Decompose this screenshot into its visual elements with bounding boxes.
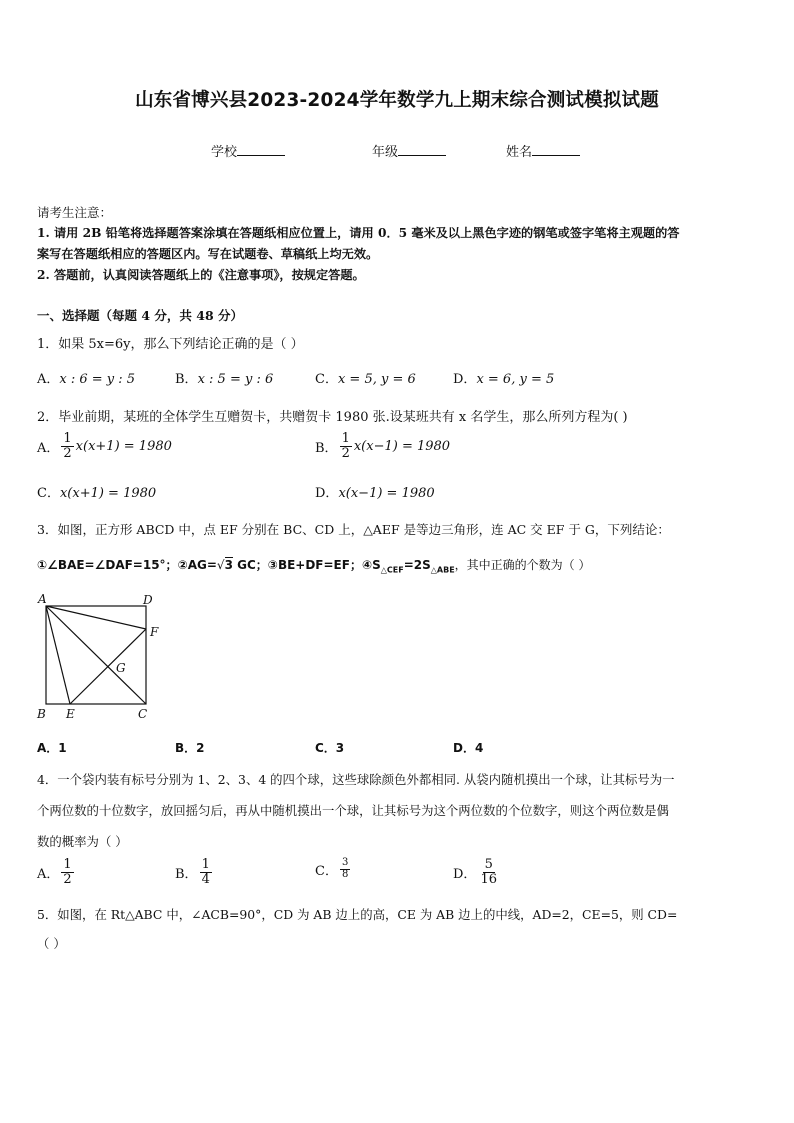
fraction: $\frac{1}{2}$ bbox=[63, 431, 72, 461]
q3-option-c[interactable]: C．3 bbox=[315, 741, 345, 755]
question-4-line-3: 数的概率为（ ） bbox=[37, 834, 128, 849]
label-e: E bbox=[66, 707, 75, 721]
fraction: $\frac{3}{8}$ bbox=[341, 857, 349, 880]
fraction: $\frac{5}{16}$ bbox=[480, 857, 497, 887]
q4-option-c[interactable]: C． $\frac{3}{8}$ bbox=[315, 857, 349, 880]
question-3-conclusions: ①∠BAE=∠DAF=15°；②AG=√3 GC；③BE+DF=EF；$④S_{\triangle CEF}=2S_{\triangle ABE}$，其中正确的个数为（ ） bbox=[37, 558, 591, 575]
square-figure bbox=[34, 592, 164, 724]
q1-option-a[interactable]: A．x : 6 = y : 5 bbox=[37, 372, 136, 387]
q1-option-d[interactable]: D．x = 6, y = 5 bbox=[453, 372, 555, 387]
question-4-line-1: 4．一个袋内装有标号分别为 1、2、3、4 的四个球，这些球除颜色外都相同. 从袋内随机摸出一个球，让其标号为一 bbox=[37, 772, 675, 787]
section-heading: 一、选择题（每题 4 分，共 48 分） bbox=[37, 308, 244, 323]
question-2-stem: 2．毕业前期，某班的全体学生互赠贺卡，共赠贺卡 1980 张.设某班共有 x 名学生，那么所列方程为( ) bbox=[37, 410, 628, 425]
q4-option-d[interactable]: D． $\frac{5}{16}$ bbox=[453, 857, 497, 887]
q1-option-b[interactable]: B．x : 5 = y : 6 bbox=[175, 372, 274, 387]
question-3-stem: 3．如图，正方形 ABCD 中，点 EF 分别在 BC、CD 上，△AEF 是等边三角形，连 AC 交 EF 于 G，下列结论： bbox=[37, 522, 670, 537]
notice-heading: 请考生注意： bbox=[37, 205, 113, 220]
notice-item-1-line-1: 1. 请用 2B 铅笔将选择题答案涂填在答题纸相应位置上，请用 0．5 毫米及以上黑色字迹的钢笔或签字笔将主观题的答 bbox=[37, 226, 680, 240]
q3-option-a[interactable]: A．1 bbox=[37, 741, 67, 755]
label-f: F bbox=[150, 625, 159, 639]
school-field: 学校 bbox=[211, 141, 285, 160]
question-4-line-2: 个两位数的十位数字，放回摇匀后，再从中随机摸出一个球，让其标号为这个两位数的个位数字，则这个两位数是偶 bbox=[37, 803, 669, 818]
q2-option-d[interactable]: D．x(x−1) = 1980 bbox=[315, 486, 435, 501]
diagonal-ac bbox=[46, 606, 146, 704]
question-5-line-1: 5．如图，在 Rt△ABC 中，∠ACB=90°，CD 为 AB 边上的高，CE 为 AB 边上的中线，AD=2，CE=5，则 CD= bbox=[37, 907, 678, 922]
notice-item-2: 2. 答题前，认真阅读答题纸上的《注意事项》，按规定答题。 bbox=[37, 268, 365, 282]
q3-option-d[interactable]: D．4 bbox=[453, 741, 484, 755]
q3-option-b[interactable]: B．2 bbox=[175, 741, 205, 755]
fraction: $\frac{1}{4}$ bbox=[201, 857, 210, 887]
label-d: D bbox=[143, 593, 153, 607]
label-c: C bbox=[138, 707, 148, 721]
notice-item-1-line-2: 案写在答题纸相应的答题区内。写在试题卷、草稿纸上均无效。 bbox=[37, 247, 379, 261]
page-title: 山东省博兴县2023-2024学年数学九上期末综合测试模拟试题 bbox=[135, 90, 659, 111]
q4-option-b[interactable]: B． $\frac{1}{4}$ bbox=[175, 857, 210, 887]
q2-option-c[interactable]: C．x(x+1) = 1980 bbox=[37, 486, 157, 501]
q1-option-c[interactable]: C．x = 5, y = 6 bbox=[315, 372, 416, 387]
question-1-stem: 1．如果 5x=6y，那么下列结论正确的是（ ） bbox=[37, 337, 304, 352]
name-blank[interactable] bbox=[532, 143, 580, 156]
fraction: $\frac{1}{2}$ bbox=[341, 431, 350, 461]
label-g: G bbox=[116, 661, 126, 675]
q2-option-b[interactable]: B． $\frac{1}{2}$ x(x−1) = 1980 bbox=[315, 431, 451, 461]
segment-af bbox=[46, 606, 146, 629]
grade-field: 年级 bbox=[372, 141, 446, 160]
label-a: A bbox=[38, 592, 47, 606]
fraction: $\frac{1}{2}$ bbox=[63, 857, 72, 887]
q4-option-a[interactable]: A． $\frac{1}{2}$ bbox=[37, 857, 72, 887]
q2-option-a[interactable]: A． $\frac{1}{2}$ x(x+1) = 1980 bbox=[37, 431, 172, 461]
segment-ae bbox=[46, 606, 70, 704]
grade-blank[interactable] bbox=[398, 143, 446, 156]
name-field: 姓名 bbox=[506, 141, 580, 160]
question-5-line-2: （ ） bbox=[37, 936, 66, 951]
school-blank[interactable] bbox=[237, 143, 285, 156]
label-b: B bbox=[37, 707, 46, 721]
